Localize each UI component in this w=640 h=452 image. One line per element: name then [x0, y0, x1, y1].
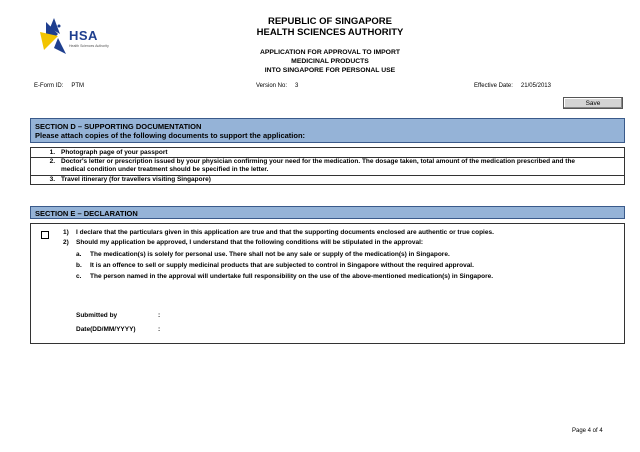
item-number: 3. [49, 176, 55, 183]
header-line-1: REPUBLIC OF SINGAPORE [267, 16, 393, 27]
date-label: Date(DD/MM/YYYY) [76, 326, 136, 333]
logo-text: HSA [69, 28, 98, 43]
submitted-by-colon: : [158, 312, 161, 319]
declaration-box [30, 223, 625, 344]
version-no [256, 83, 298, 89]
title-line-2: MEDICINAL PRODUCTS [291, 58, 369, 65]
date-colon: : [158, 326, 161, 333]
item-number: 2. [49, 158, 55, 165]
condition-number: a. [76, 251, 82, 258]
condition-number: c. [76, 273, 82, 280]
documents-list [30, 147, 625, 185]
declaration-checkbox[interactable] [41, 231, 49, 239]
eform-id [34, 83, 84, 89]
version-label: Version No: [256, 83, 288, 89]
version-value: 3 [295, 83, 299, 89]
decl-2-text: Should my application be approved, I understand that the following conditions will be stipulated in the approval: [76, 239, 424, 246]
header-line-2: HEALTH SCIENCES AUTHORITY [256, 27, 404, 38]
decl-1-text: I declare that the particulars given in this application are true and that the supporting documents enclosed are authentic or true copies. [76, 229, 494, 236]
section-e-title: SECTION E – DECLARATION [35, 209, 138, 218]
effective-date [474, 83, 551, 89]
decl-1-number: 1) [63, 229, 69, 236]
condition-number: b. [76, 262, 82, 269]
title-line-3: INTO SINGAPORE FOR PERSONAL USE [264, 67, 396, 74]
eform-label: E-Form ID: [34, 83, 64, 89]
title-line-1: APPLICATION FOR APPROVAL TO IMPORT [259, 49, 401, 56]
condition-text: It is an offence to sell or supply medicinal products that are subjected to control in Singapore without the required approval. [90, 262, 474, 269]
item-text: Travel itinerary (for travellers visiting Singapore) [61, 176, 211, 183]
section-d-title: SECTION D – SUPPORTING DOCUMENTATION [35, 122, 202, 131]
effective-label: Effective Date: [474, 83, 513, 89]
condition-text: The medication(s) is solely for personal use. There shall not be any sale or supply of the medication(s) in Singapore. [90, 251, 450, 258]
effective-value: 21/05/2013 [520, 83, 551, 89]
condition-text: The person named in the approval will undertake full responsibility on the use of the above-mentioned medication(s) in Singapore. [90, 273, 494, 280]
section-e-header [30, 206, 625, 219]
page-number: Page 4 of 4 [572, 428, 603, 434]
item-text: Photograph page of your passport [61, 149, 168, 156]
decl-2-number: 2) [63, 239, 69, 246]
submitted-by-label: Submitted by [76, 312, 118, 319]
form-title [180, 48, 480, 75]
save-button[interactable]: Save [563, 97, 623, 109]
item-text: Doctor's letter or prescription issued by your physician confirming your need for the medication. The dosage taken, total amount of the medication prescribed and the medical condition under treatment should be specified in the letter. [61, 158, 576, 173]
eform-value: PTM [71, 83, 85, 89]
logo-subtext: Health Sciences Authority [69, 44, 109, 48]
item-number: 1. [49, 149, 55, 156]
section-d-subtitle: Please attach copies of the following documents to support the application: [35, 131, 306, 140]
section-d-header [30, 118, 625, 143]
agency-header [180, 16, 480, 38]
